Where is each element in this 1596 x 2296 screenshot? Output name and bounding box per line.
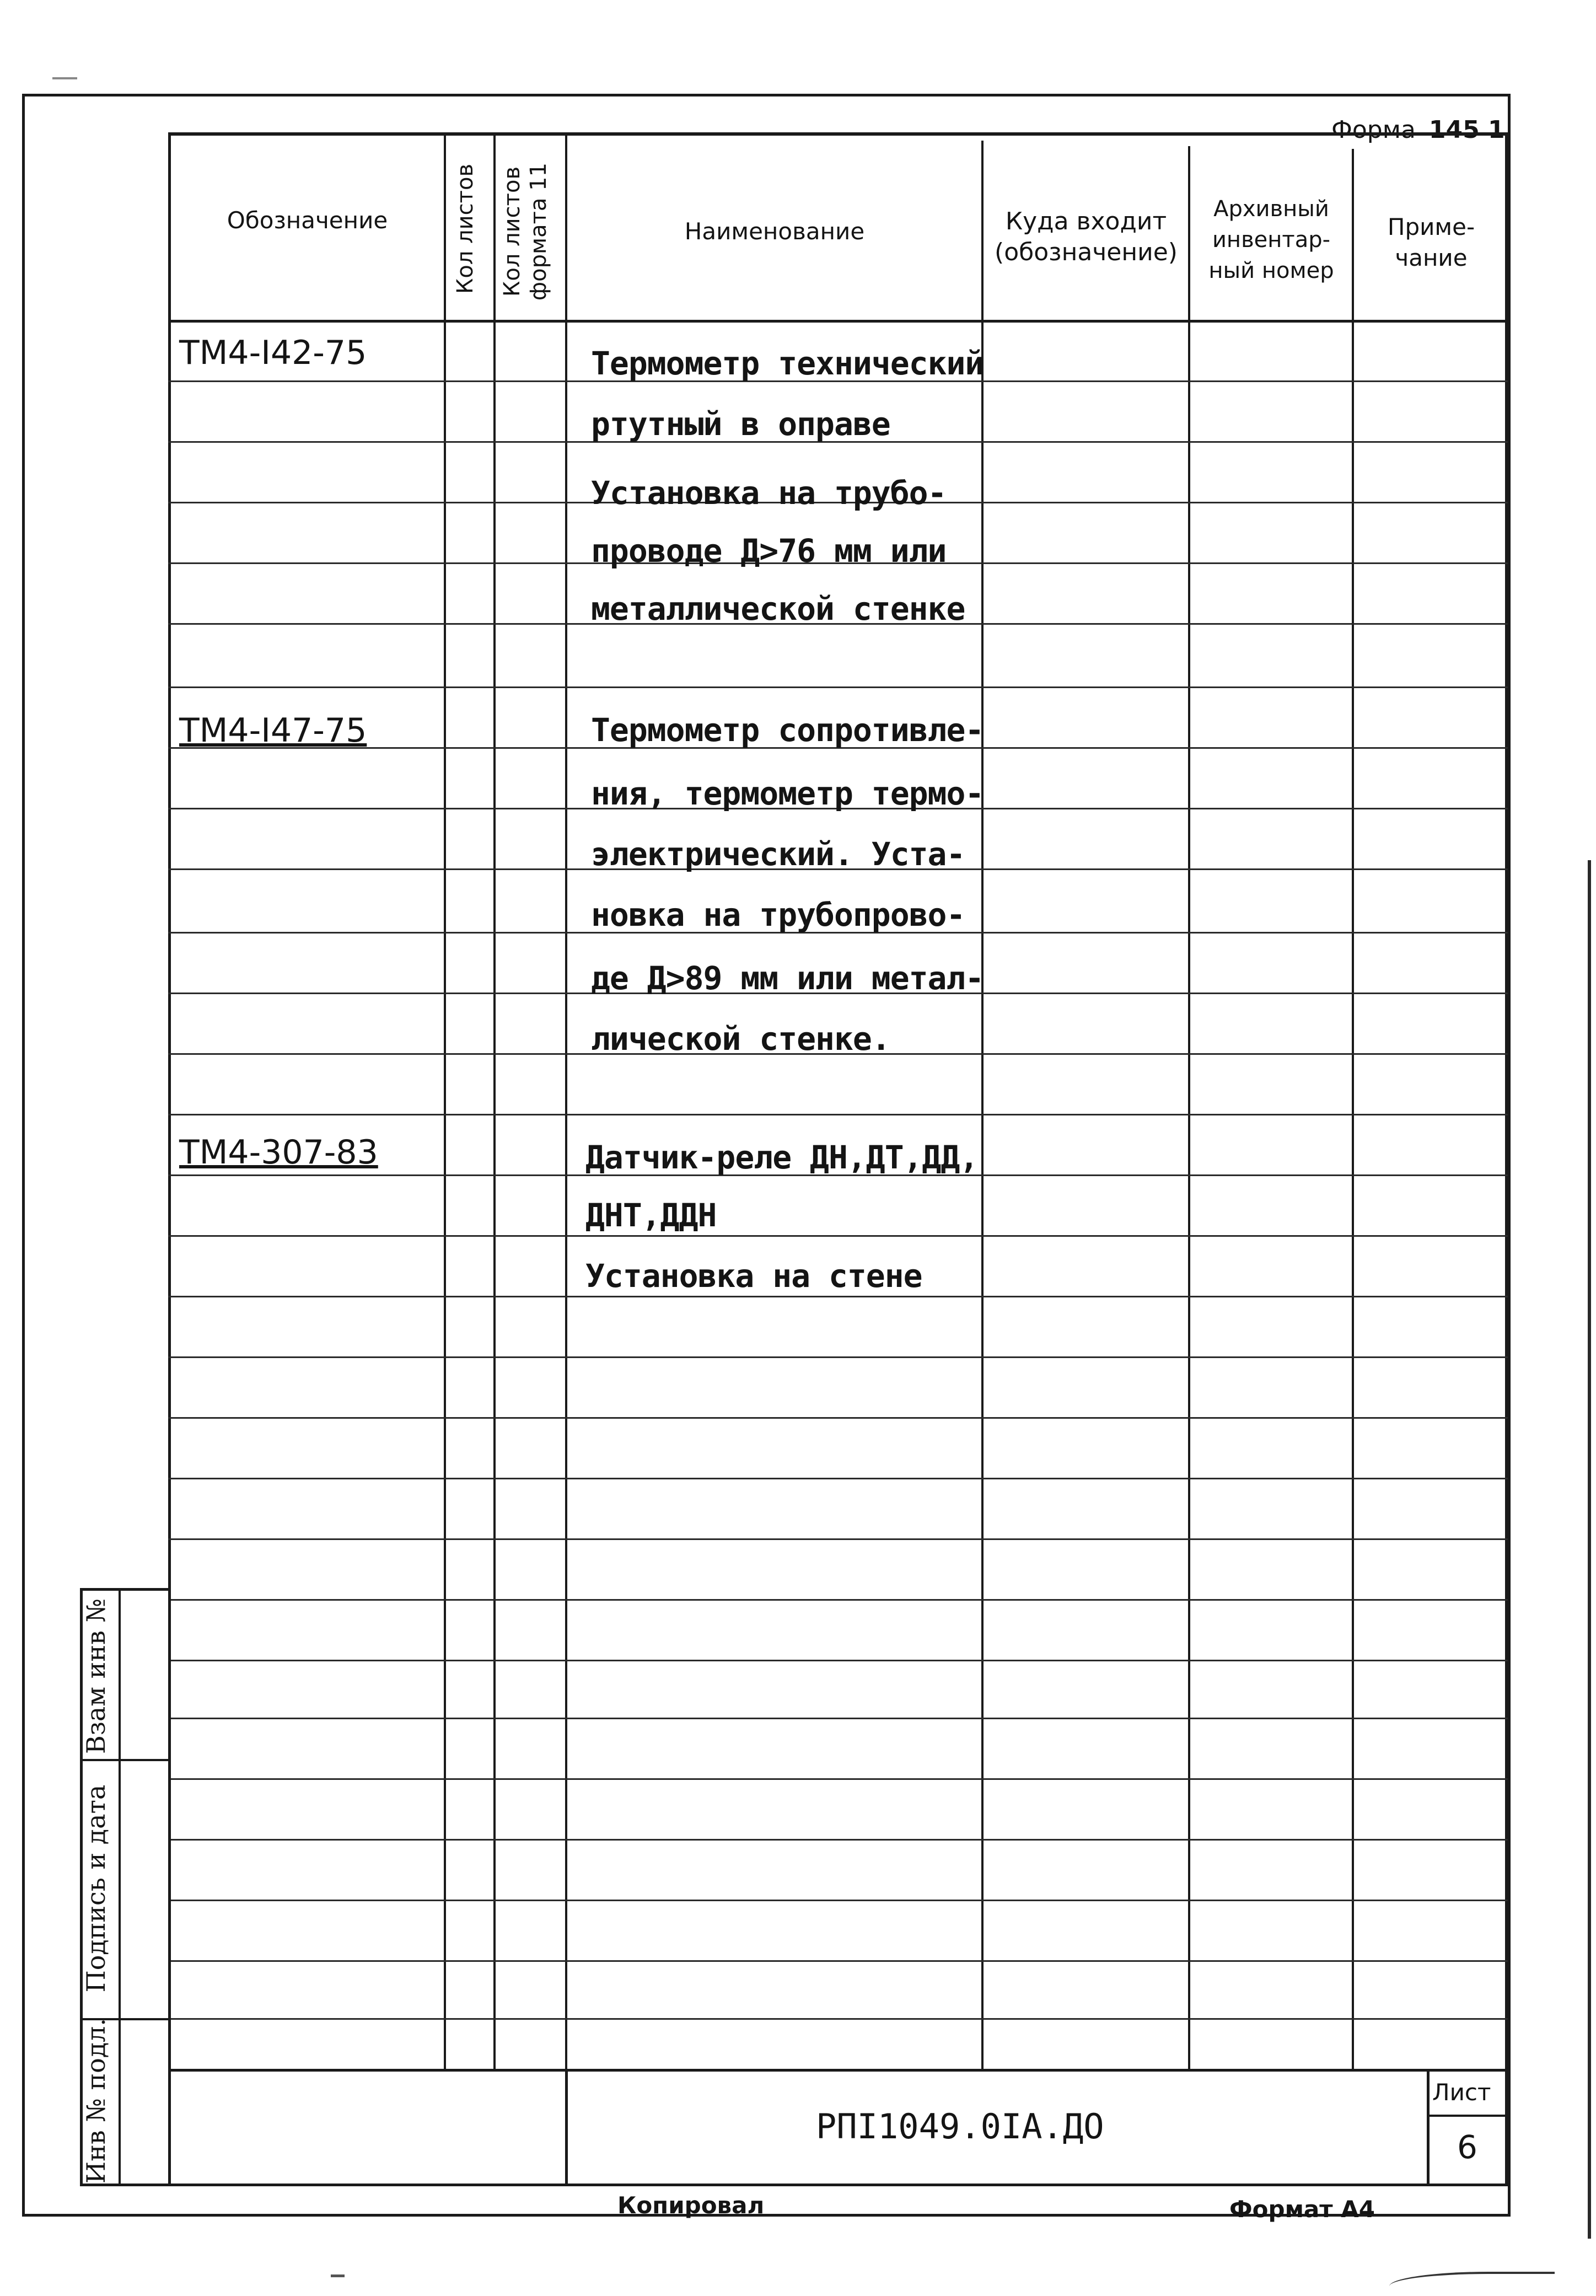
entry-3-name-line-2: ДНТ,ДДН xyxy=(585,1197,717,1234)
side-stamp-inv-podl: Инв № подл. xyxy=(81,2018,111,2184)
row-line xyxy=(168,1900,1508,1901)
row-line xyxy=(168,1356,1508,1358)
header-sheets-count: Кол листов xyxy=(453,163,478,294)
scan-edge-right xyxy=(1588,860,1591,2239)
col-line-6 xyxy=(1352,149,1354,2070)
scan-mark-top xyxy=(52,77,77,79)
footer-format: Формат А4 xyxy=(1229,2196,1375,2223)
row-line xyxy=(168,1778,1508,1780)
title-block-top xyxy=(168,2069,1508,2072)
row-line xyxy=(168,1839,1508,1841)
sheet-number: 6 xyxy=(1457,2128,1477,2166)
row-line xyxy=(168,1235,1508,1237)
header-archive-line2: инвентар- xyxy=(1212,227,1331,253)
row-line xyxy=(168,1718,1508,1719)
footer-copied: Копировал xyxy=(617,2192,765,2219)
entry-1-name-line-2: ртутный в оправе xyxy=(591,405,890,443)
entry-1-name-line-4: проводе Д>76 мм или xyxy=(591,532,947,570)
scan-curve-bottom xyxy=(1389,2272,1555,2296)
document-code: РПI1049.0IА.ДО xyxy=(816,2106,1104,2147)
col-line-2 xyxy=(493,135,496,2070)
entry-3-name-line-1: Датчик-реле ДН,ДТ,ДД, xyxy=(585,1139,979,1176)
header-divider xyxy=(168,320,1508,323)
row-line xyxy=(168,1960,1508,1962)
entry-2-name-line-5: де Д>89 мм или метал- xyxy=(591,959,984,997)
header-sheets-a11-line1: Кол листов xyxy=(499,166,525,297)
header-where-used xyxy=(984,182,1188,292)
entry-2-name-line-4: новка на трубопрово- xyxy=(591,896,965,934)
entry-3-designation: ТМ4-307-83 xyxy=(179,1133,378,1172)
entry-2-name-line-2: ния, термометр термо- xyxy=(591,775,984,812)
header-note-line2: чание xyxy=(1395,244,1468,271)
entry-2-designation: ТМ4-I47-75 xyxy=(179,711,367,750)
header-where-used-line1: Куда входит xyxy=(1005,207,1167,235)
header-archive-line3: ный номер xyxy=(1208,258,1334,283)
header-name: Наименование xyxy=(684,218,865,245)
entry-1-name-line-3: Установка на трубо- xyxy=(591,474,947,512)
header-designation: Обозначение xyxy=(227,207,388,234)
row-line xyxy=(168,2018,1508,2020)
entry-1-name-line-5: металлической стенке xyxy=(591,590,965,627)
header-note xyxy=(1355,187,1508,298)
title-block-divider xyxy=(565,2069,568,2186)
entry-1-name-line-1: Термометр технический xyxy=(591,345,984,382)
header-archive-line1: Архивный xyxy=(1213,196,1329,222)
header-sheets-a11-line2: формата 11 xyxy=(526,162,551,301)
side-stamp-divider xyxy=(119,1588,121,2186)
row-line xyxy=(168,1296,1508,1297)
sheet-label: Лист xyxy=(1432,2079,1491,2106)
header-sheets-a11 xyxy=(499,149,560,314)
entry-2-name-line-1: Термометр сопротивле- xyxy=(591,711,984,749)
side-stamp-vzam-inv: Взам инв № xyxy=(81,1598,111,1755)
entry-2-name-line-6: лической стенке. xyxy=(591,1020,890,1058)
header-where-used-line2: (обозначение) xyxy=(995,238,1178,266)
header-archive xyxy=(1191,171,1352,309)
entry-1-designation: ТМ4-I42-75 xyxy=(179,334,367,372)
row-line xyxy=(168,1660,1508,1661)
row-line xyxy=(168,1599,1508,1601)
scan-mark-bottom xyxy=(331,2274,345,2277)
entry-2-name-line-3: электрический. Уста- xyxy=(591,835,965,873)
sheet-box-mid xyxy=(1427,2115,1508,2117)
form-label-text: Форма xyxy=(1331,116,1416,144)
row-line xyxy=(168,1114,1508,1115)
row-line xyxy=(168,1417,1508,1419)
col-line-4 xyxy=(981,141,984,2070)
col-line-3 xyxy=(565,135,567,2070)
form-number: 145 1 xyxy=(1428,116,1505,144)
col-line-5 xyxy=(1188,146,1190,2070)
sheet-box-divider xyxy=(1427,2069,1430,2186)
row-line xyxy=(168,686,1508,688)
col-line-1 xyxy=(444,135,446,2070)
header-note-line1: Приме- xyxy=(1387,213,1475,240)
row-line xyxy=(168,1538,1508,1540)
entry-3-name-line-3: Установка на стене xyxy=(585,1257,922,1295)
side-stamp-signature-date: Подпись и дата xyxy=(81,1784,111,1993)
row-line xyxy=(168,1478,1508,1479)
side-stamp-sep-1 xyxy=(80,1759,171,1761)
